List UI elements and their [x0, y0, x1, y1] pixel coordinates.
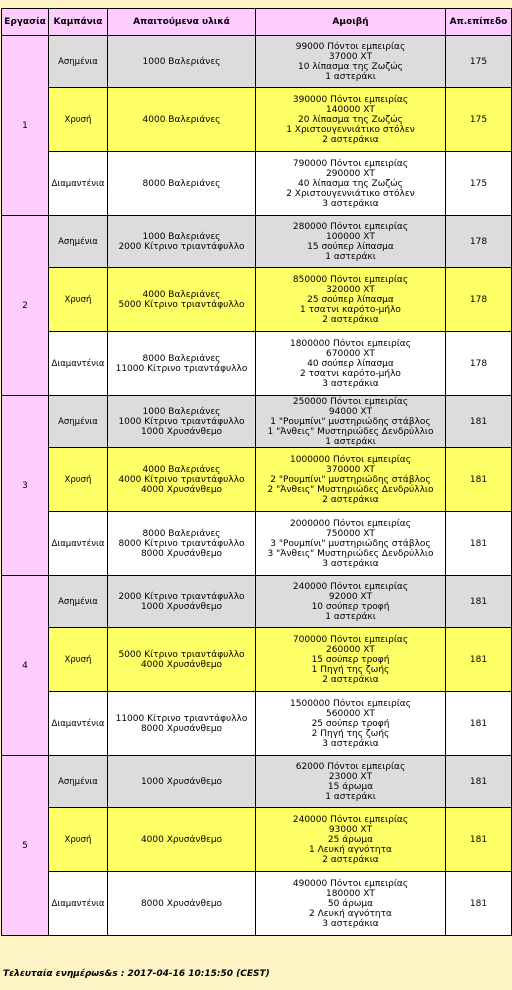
material-line: 1000 Κίτρινο τριαντάφυλλο [118, 416, 245, 427]
reward-line: 3 αστεράκια [322, 198, 379, 209]
campaign-cell: Ασημένια [49, 36, 108, 88]
reward-line: 1 αστεράκι [325, 71, 376, 82]
campaign-cell: Διαμαντένια [49, 872, 108, 936]
material-line: 8000 Βαλεριάνες [142, 353, 221, 364]
reward-line: 1 "Άνθεις" Μυστηριώδες Δενδρύλλιο [267, 426, 434, 437]
reward-line: 25 σούπερ τροφή [311, 718, 390, 729]
reward-line: 62000 Πόντοι εμπειρίας [295, 761, 406, 772]
reward-line: 37000 ΧΤ [328, 51, 373, 62]
materials-cell [108, 808, 256, 872]
reward-line: 1 τσατνι καρότο-μήλο [300, 304, 401, 315]
quest-number: 2 [2, 216, 49, 396]
campaign-cell: Χρυσή [49, 268, 108, 332]
materials-cell [108, 628, 256, 692]
material-line: 11000 Κίτρινο τριαντάφυλλο [115, 713, 248, 724]
campaign-cell: Χρυσή [49, 448, 108, 512]
level-cell: 181 [446, 448, 512, 512]
reward-line: 790000 Πόντοι εμπειρίας [292, 158, 409, 169]
table-row [2, 512, 512, 576]
reward-cell [256, 396, 446, 448]
materials-cell [108, 872, 256, 936]
campaign-cell: Ασημένια [49, 576, 108, 628]
reward-line: 180000 ΧΤ [326, 888, 375, 899]
table-row [2, 216, 512, 268]
reward-cell [256, 268, 446, 332]
reward-line: 850000 Πόντοι εμπειρίας [292, 274, 409, 285]
reward-line: 670000 ΧΤ [326, 348, 375, 359]
campaign-cell: Διαμαντένια [49, 152, 108, 216]
quest-table-body [2, 36, 512, 936]
level-cell: 181 [446, 692, 512, 756]
materials-cell [108, 268, 256, 332]
materials-cell [108, 692, 256, 756]
material-line: 5000 Κίτρινο τριαντάφυλλο [118, 299, 245, 310]
materials-cell [108, 152, 256, 216]
table-row [2, 332, 512, 396]
reward-line: 240000 Πόντοι εμπειρίας [292, 581, 409, 592]
materials-cell [108, 216, 256, 268]
materials-cell [108, 576, 256, 628]
reward-line: 1 αστεράκι [325, 791, 376, 802]
table-row [2, 872, 512, 936]
header-level: Απ.επίπεδο [446, 9, 512, 36]
level-cell: 175 [446, 152, 512, 216]
reward-line: 25 σούπερ λίπασμα [307, 294, 394, 305]
reward-line: 2 Λευκή αγνότητα [309, 908, 392, 919]
material-line: 1000 Βαλεριάνες [142, 231, 221, 242]
materials-cell [108, 448, 256, 512]
materials-cell [108, 512, 256, 576]
reward-line: 1 αστεράκι [325, 611, 376, 622]
material-line: 2000 Κίτρινο τριαντάφυλλο [118, 241, 245, 252]
reward-line: 3 "Άνθεις" Μυστηριώδες Δενδρύλλιο [267, 548, 434, 559]
reward-line: 20 λίπασμα της Ζωζώς [298, 114, 403, 125]
campaign-cell: Χρυσή [49, 628, 108, 692]
reward-line: 390000 Πόντοι εμπειρίας [292, 94, 409, 105]
reward-line: 2000000 Πόντοι εμπειρίας [290, 518, 411, 529]
reward-line: 1 αστεράκι [325, 436, 376, 447]
material-line: 11000 Κίτρινο τριαντάφυλλο [115, 363, 248, 374]
material-line: 8000 Βαλεριάνες [142, 178, 221, 189]
campaign-cell: Χρυσή [49, 808, 108, 872]
reward-line: 40 λίπασμα της Ζωζώς [298, 178, 403, 189]
material-line: 1000 Βαλεριάνες [142, 406, 221, 417]
reward-line: 1 Λευκή αγνότητα [309, 844, 392, 855]
reward-cell [256, 36, 446, 88]
material-line: 1000 Χρυσάνθεμο [140, 601, 223, 612]
reward-line: 3 αστεράκια [322, 558, 379, 569]
material-line: 8000 Κίτρινο τριαντάφυλλο [118, 538, 245, 549]
reward-line: 50 άρωμα [327, 898, 374, 909]
reward-line: 23000 ΧΤ [328, 771, 373, 782]
reward-line: 2 αστεράκια [322, 494, 379, 505]
reward-line: 1500000 Πόντοι εμπειρίας [290, 698, 411, 709]
material-line: 4000 Βαλεριάνες [142, 289, 221, 300]
quest-number: 4 [2, 576, 49, 756]
quest-number: 3 [2, 396, 49, 576]
reward-line: 750000 ΧΤ [326, 528, 375, 539]
level-cell: 181 [446, 628, 512, 692]
reward-line: 3 αστεράκια [322, 918, 379, 929]
reward-cell [256, 152, 446, 216]
campaign-cell: Διαμαντένια [49, 332, 108, 396]
level-cell: 181 [446, 756, 512, 808]
reward-line: 370000 ΧΤ [326, 464, 375, 475]
campaign-cell: Διαμαντένια [49, 692, 108, 756]
reward-line: 2 αστεράκια [322, 854, 379, 865]
reward-cell [256, 216, 446, 268]
level-cell: 175 [446, 36, 512, 88]
reward-line: 15 σούπερ λίπασμα [307, 241, 394, 252]
reward-line: 25 άρωμα [327, 834, 374, 845]
material-line: 8000 Χρυσάνθεμο [140, 548, 223, 559]
reward-line: 260000 ΧΤ [326, 644, 375, 655]
reward-line: 240000 Πόντοι εμπειρίας [292, 814, 409, 825]
reward-line: 10 σούπερ τροφή [311, 601, 390, 612]
table-row [2, 152, 512, 216]
reward-line: 40 σούπερ λίπασμα [307, 358, 394, 369]
reward-cell [256, 756, 446, 808]
table-row [2, 628, 512, 692]
reward-line: 93000 ΧΤ [328, 824, 373, 835]
reward-line: 1800000 Πόντοι εμπειρίας [290, 338, 411, 349]
material-line: 8000 Χρυσάνθεμο [140, 898, 223, 909]
material-line: 1000 Βαλεριάνες [142, 56, 221, 67]
reward-line: 92000 ΧΤ [328, 591, 373, 602]
campaign-cell: Διαμαντένια [49, 512, 108, 576]
reward-line: 250000 Πόντοι εμπειρίας [292, 396, 409, 407]
material-line: 1000 Χρυσάνθεμο [140, 776, 223, 787]
table-header-row [2, 9, 512, 36]
level-cell: 181 [446, 808, 512, 872]
reward-line: 2 αστεράκια [322, 314, 379, 325]
reward-line: 3 "Ρουμπίνι" μυστηριώδης στάβλος [270, 538, 431, 549]
reward-line: 2 Πηγή της ζωής [311, 728, 390, 739]
materials-cell [108, 332, 256, 396]
table-row [2, 692, 512, 756]
reward-cell [256, 512, 446, 576]
reward-line: 3 αστεράκια [322, 738, 379, 749]
reward-line: 1 Χριστουγεννιάτικο στόλεν [286, 124, 415, 135]
table-row [2, 448, 512, 512]
reward-cell [256, 332, 446, 396]
reward-line: 280000 Πόντοι εμπειρίας [292, 221, 409, 232]
material-line: 4000 Χρυσάνθεμο [140, 834, 223, 845]
header-quest: Εργασία [2, 9, 49, 36]
materials-cell [108, 88, 256, 152]
level-cell: 178 [446, 332, 512, 396]
material-line: 4000 Βαλεριάνες [142, 464, 221, 475]
reward-line: 2 αστεράκια [322, 134, 379, 145]
reward-cell [256, 872, 446, 936]
reward-line: 560000 ΧΤ [326, 708, 375, 719]
header-reward: Αμοιβή [256, 9, 446, 36]
table-row [2, 88, 512, 152]
material-line: 4000 Χρυσάνθεμο [140, 484, 223, 495]
reward-line: 94000 ΧΤ [328, 406, 373, 417]
header-campaign: Καμπάνια [49, 9, 108, 36]
table-row [2, 36, 512, 88]
reward-cell [256, 628, 446, 692]
campaign-cell: Ασημένια [49, 756, 108, 808]
table-row [2, 576, 512, 628]
table-row [2, 396, 512, 448]
material-line: 4000 Κίτρινο τριαντάφυλλο [118, 474, 245, 485]
reward-line: 100000 ΧΤ [326, 231, 375, 242]
level-cell: 175 [446, 88, 512, 152]
reward-line: 15 άρωμα [327, 781, 374, 792]
reward-line: 1 Πηγή της ζωής [311, 664, 390, 675]
table-row [2, 808, 512, 872]
table-row [2, 268, 512, 332]
level-cell: 181 [446, 576, 512, 628]
reward-cell [256, 808, 446, 872]
reward-line: 15 σούπερ τροφή [311, 654, 390, 665]
level-cell: 178 [446, 216, 512, 268]
reward-line: 700000 Πόντοι εμπειρίας [292, 634, 409, 645]
reward-line: 2 Χριστουγεννιάτικο στόλεν [286, 188, 415, 199]
material-line: 4000 Βαλεριάνες [142, 114, 221, 125]
reward-line: 140000 ΧΤ [326, 104, 375, 115]
reward-line: 320000 ΧΤ [326, 284, 375, 295]
material-line: 4000 Χρυσάνθεμο [140, 659, 223, 670]
material-line: 8000 Βαλεριάνες [142, 528, 221, 539]
reward-cell [256, 576, 446, 628]
level-cell: 181 [446, 512, 512, 576]
campaign-cell: Χρυσή [49, 88, 108, 152]
reward-line: 1 "Ρουμπίνι" μυστηριώδης στάβλος [270, 416, 431, 427]
materials-cell [108, 756, 256, 808]
quest-table [1, 8, 512, 936]
quest-number: 5 [2, 756, 49, 936]
reward-line: 99000 Πόντοι εμπειρίας [295, 41, 406, 52]
materials-cell [108, 396, 256, 448]
reward-cell [256, 692, 446, 756]
reward-line: 1 αστεράκι [325, 251, 376, 262]
reward-line: 2 "Άνθεις" Μυστηριώδες Δενδρύλλιο [267, 484, 434, 495]
reward-line: 290000 ΧΤ [326, 168, 375, 179]
material-line: 1000 Χρυσάνθεμο [140, 426, 223, 437]
reward-line: 2 τσατνι καρότο-μήλο [300, 368, 401, 379]
reward-cell [256, 448, 446, 512]
campaign-cell: Ασημένια [49, 396, 108, 448]
reward-line: 10 λίπασμα της Ζωζώς [298, 61, 403, 72]
level-cell: 178 [446, 268, 512, 332]
material-line: 8000 Χρυσάνθεμο [140, 723, 223, 734]
last-update-text: Τελευταία ενημέρωs&s : 2017-04-16 10:15:50 (CEST) [3, 969, 270, 979]
quest-number: 1 [2, 36, 49, 216]
campaign-cell: Ασημένια [49, 216, 108, 268]
header-materials: Απαιτούμενα υλικά [108, 9, 256, 36]
table-row [2, 756, 512, 808]
material-line: 2000 Κίτρινο τριαντάφυλλο [118, 591, 245, 602]
level-cell: 181 [446, 872, 512, 936]
reward-cell [256, 88, 446, 152]
reward-line: 490000 Πόντοι εμπειρίας [292, 878, 409, 889]
reward-line: 1000000 Πόντοι εμπειρίας [290, 454, 411, 465]
materials-cell [108, 36, 256, 88]
reward-line: 2 "Ρουμπίνι" μυστηριώδης στάβλος [270, 474, 431, 485]
reward-line: 3 αστεράκια [322, 378, 379, 389]
level-cell: 181 [446, 396, 512, 448]
material-line: 5000 Κίτρινο τριαντάφυλλο [118, 649, 245, 660]
reward-line: 2 αστεράκια [322, 674, 379, 685]
